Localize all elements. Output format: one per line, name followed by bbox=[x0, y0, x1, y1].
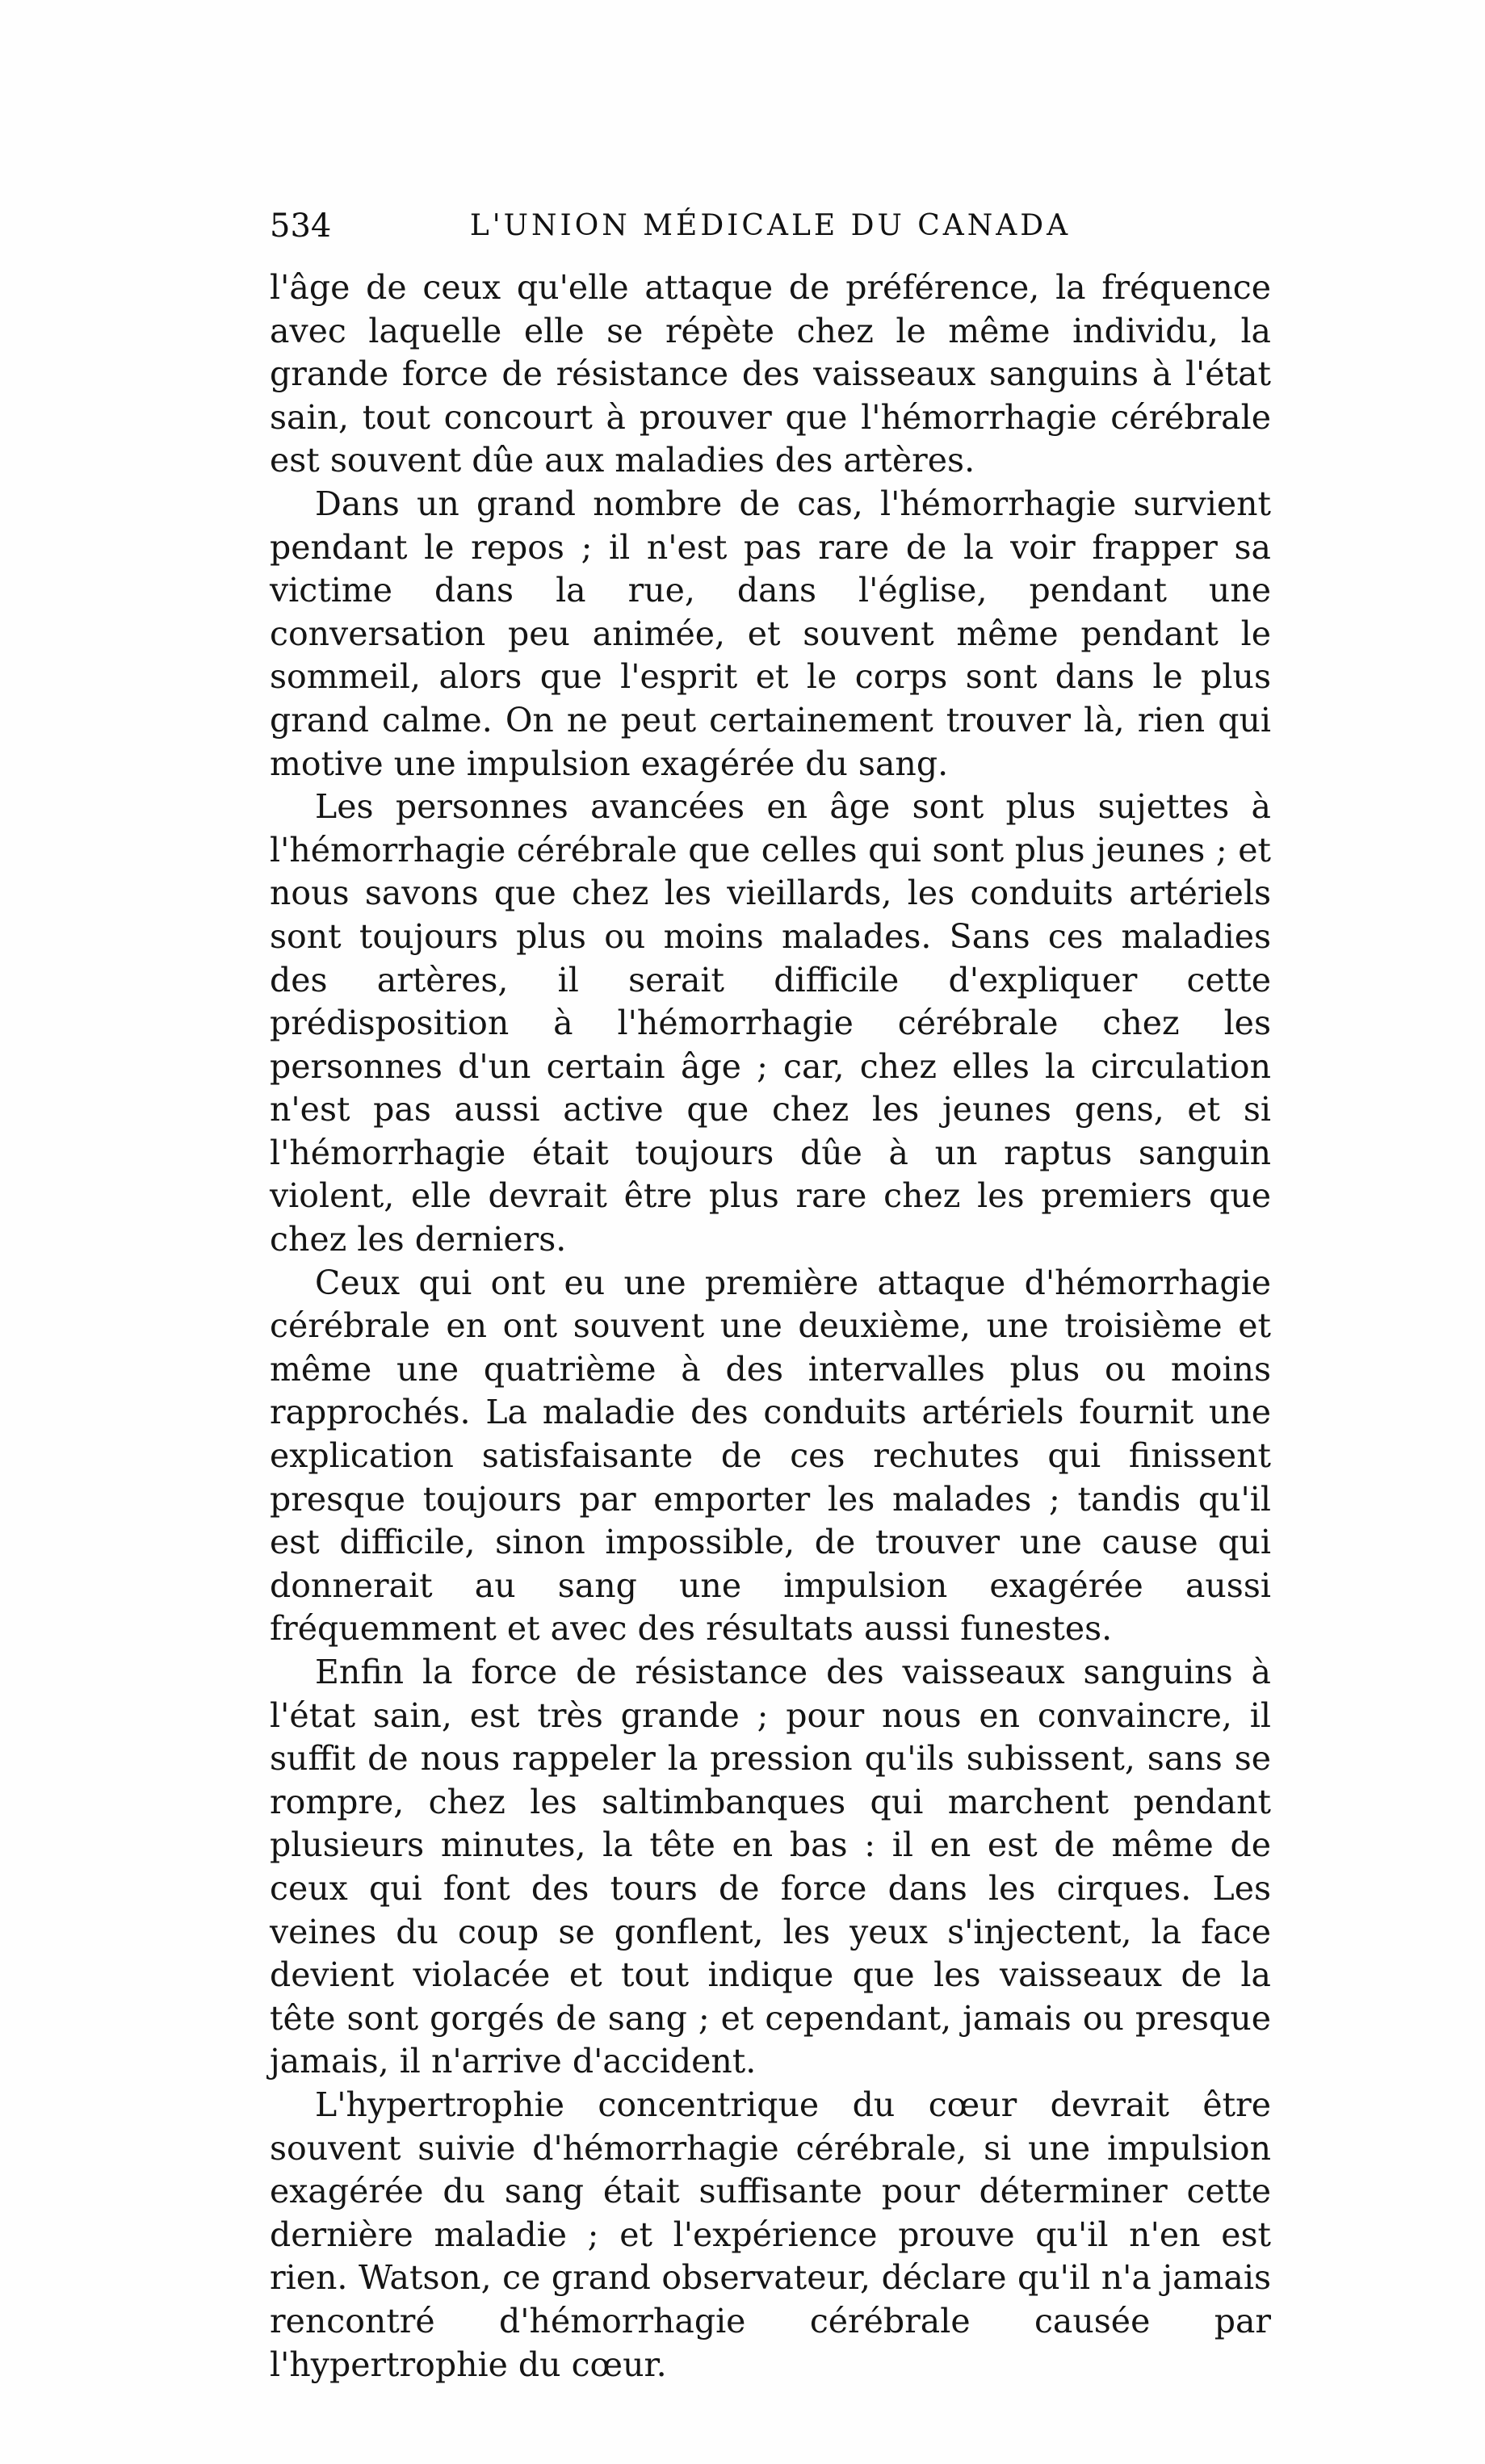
paragraph-5: Enfin la force de résistance des vaisseaux sanguins à l'état sain, est très grande ; pour nous en convaincre, il suffit de nous rappeler la pression qu'ils subissent, sans se rompre, chez les saltimbanques qui marchent pendant plusieurs minutes, la tête en bas : il en est de même de ceux qui font des tours de force dans les cirques. Les veines du coup se gonflent, les yeux s'injectent, la face devient violacée et tout indique que les vaisseaux de la tête sont gorgés de sang ; et cependant, jamais ou presque jamais, il n'arrive d'accident. bbox=[270, 1653, 1271, 2081]
paragraph-1: l'âge de ceux qu'elle attaque de préférence, la fréquence avec laquelle elle se répète chez le même individu, la grande force de résistance des vaisseaux sanguins à l'état sain, tout concourt à prouver que l'hémorrhagie cérébrale est souvent dûe aux maladies des artères. bbox=[270, 268, 1271, 480]
paragraph-4: Ceux qui ont eu une première attaque d'hémorrhagie cérébrale en ont souvent une deuxième, une troisième et même une quatrième à des intervalles plus ou moins rapprochés. La maladie des conduits artériels fournit une explication satisfaisante de ces rechutes qui finissent presque toujours par emporter les malades ; tandis qu'il est difficile, sinon impossible, de trouver une cause qui donnerait au sang une impulsion exagérée aussi fréquemment et avec des résultats aussi funestes. bbox=[270, 1263, 1271, 1649]
paragraph-2: Dans un grand nombre de cas, l'hémorrhagie survient pendant le repos ; il n'est pas rare de la voir frapper sa victime dans la rue, dans l'église, pendant une conversation peu animée, et souvent même pendant le sommeil, alors que l'esprit et le corps sont dans le plus grand calme. On ne peut certainement trouver là, rien qui motive une impulsion exagérée du sang. bbox=[270, 484, 1271, 783]
body-text bbox=[270, 266, 1271, 2386]
journal-title: L'UNION MÉDICALE DU CANADA bbox=[469, 209, 1072, 242]
page-number: 534 bbox=[270, 207, 332, 245]
paragraph-6: L'hypertrophie concentrique du cœur devrait être souvent suivie d'hémorrhagie cérébrale, si une impulsion exagérée du sang était suffisante pour déterminer cette dernière maladie ; et l'expérience prouve qu'il n'en est rien. Watson, ce grand observateur, déclare qu'il n'a jamais rencontré d'hémorrhagie cérébrale causée par l'hypertrophie du cœur. bbox=[270, 2085, 1271, 2384]
running-head bbox=[270, 202, 1271, 250]
paragraph-3: Les personnes avancées en âge sont plus sujettes à l'hémorrhagie cérébrale que celles qui sont plus jeunes ; et nous savons que chez les vieillards, les conduits artériels sont toujours plus ou moins malades. Sans ces maladies des artères, il serait difficile d'expliquer cette prédisposition à l'hémorrhagie cérébrale chez les personnes d'un certain âge ; car, chez elles la circulation n'est pas aussi active que chez les jeunes gens, et si l'hémorrhagie était toujours dûe à un raptus sanguin violent, elle devrait être plus rare chez les premiers que chez les derniers. bbox=[270, 787, 1271, 1259]
